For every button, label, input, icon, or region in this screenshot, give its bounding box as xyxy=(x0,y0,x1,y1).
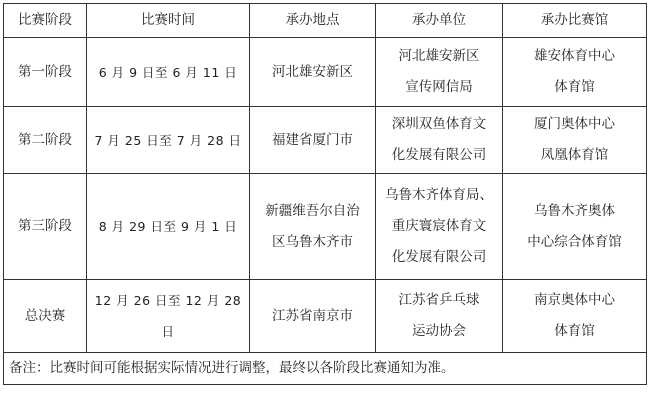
table-row xyxy=(4,107,647,174)
organizer-cell xyxy=(376,38,503,107)
venue-line: 体育馆 xyxy=(554,323,595,339)
stage-cell: 总决赛 xyxy=(4,280,87,353)
header-time: 比赛时间 xyxy=(87,4,250,38)
schedule-table xyxy=(3,3,647,385)
organizer-line: 河北雄安新区 xyxy=(398,48,480,64)
table-row xyxy=(4,38,647,107)
venue-cell xyxy=(503,107,647,174)
header-organizer: 承办单位 xyxy=(376,4,503,38)
table-row xyxy=(4,280,647,353)
venue-line: 厦门奥体中心 xyxy=(534,116,615,132)
stage-cell: 第三阶段 xyxy=(4,174,87,280)
location-cell xyxy=(250,174,376,280)
organizer-cell xyxy=(376,107,503,174)
time-cell: 12 月 26 日至 12 月 28 日 xyxy=(87,280,250,353)
location-cell xyxy=(250,38,376,107)
venue-cell xyxy=(503,38,647,107)
venue-line: 乌鲁木齐奥体 xyxy=(534,202,615,219)
organizer-line: 深圳双鱼体育文 xyxy=(391,116,487,132)
organizer-line: 运动协会 xyxy=(412,323,466,339)
organizer-cell xyxy=(376,174,503,280)
location-line: 新疆维吾尔自治 xyxy=(265,202,360,219)
organizer-line: 化发展有限公司 xyxy=(391,249,487,265)
time-cell: 7 月 25 日至 7 月 28 日 xyxy=(87,107,250,174)
organizer-line: 化发展有限公司 xyxy=(391,147,487,163)
venue-cell xyxy=(503,280,647,353)
note-row xyxy=(4,353,647,385)
time-cell: 6 月 9 日至 6 月 11 日 xyxy=(87,38,250,107)
organizer-line: 宣传网信局 xyxy=(405,79,473,95)
organizer-line: 江苏省乒乓球 xyxy=(398,292,480,308)
venue-line: 体育馆 xyxy=(554,79,595,95)
venue-cell xyxy=(503,174,647,280)
stage-cell: 第一阶段 xyxy=(4,38,87,107)
organizer-line: 乌鲁木齐体育局、 xyxy=(385,187,493,203)
header-venue: 承办比赛馆 xyxy=(503,4,647,38)
location-cell xyxy=(250,280,376,353)
venue-line: 凤凰体育馆 xyxy=(540,147,609,163)
stage-cell: 第二阶段 xyxy=(4,107,87,174)
header-stage: 比赛阶段 xyxy=(4,4,87,38)
organizer-line: 重庆寰宸体育文 xyxy=(391,218,487,234)
location-line: 河北雄安新区 xyxy=(272,63,353,80)
location-line: 区乌鲁木齐市 xyxy=(272,233,353,250)
venue-line: 南京奥体中心 xyxy=(534,292,615,308)
location-cell xyxy=(250,107,376,174)
location-line: 福建省厦门市 xyxy=(272,131,353,148)
venue-line: 雄安体育中心 xyxy=(534,48,615,64)
location-line: 江苏省南京市 xyxy=(272,307,353,324)
table-row xyxy=(4,174,647,280)
venue-line: 中心综合体育馆 xyxy=(527,233,622,250)
note-text: 备注：比赛时间可能根据实际情况进行调整，最终以各阶段比赛通知为准。 xyxy=(4,353,647,385)
organizer-cell xyxy=(376,280,503,353)
time-cell: 8 月 29 日至 9 月 1 日 xyxy=(87,174,250,280)
header-location: 承办地点 xyxy=(250,4,376,38)
table-header-row xyxy=(4,4,647,38)
